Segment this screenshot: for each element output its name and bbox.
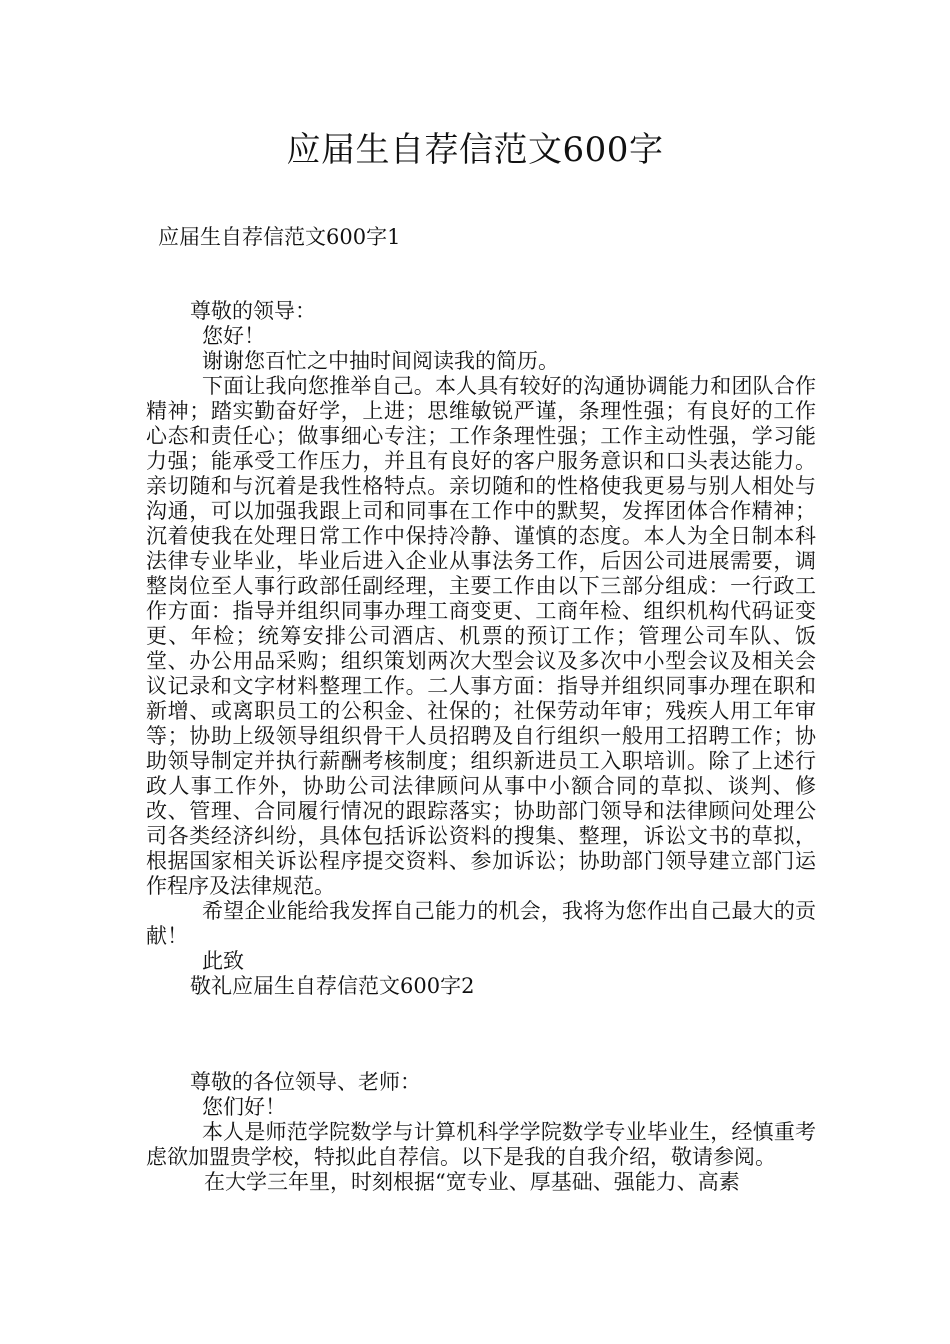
letter-2-salutation: 尊敬的各位领导、老师： [190, 1070, 421, 1094]
letter-2-greeting: 您们好！ [202, 1095, 286, 1119]
document-title: 应届生自荐信范文600字 [286, 130, 664, 170]
letter-1-closing: 此致 [202, 949, 244, 973]
letter-1 [146, 299, 816, 999]
letter-2-body: 在大学三年里，时刻根据“宽专业、厚基础、强能力、高素 [204, 1170, 740, 1194]
letter-1-greeting: 您好！ [202, 324, 265, 348]
letter-2-intro: 本人是师范学院数学与计算机科学学院数学专业毕业生，经慎重考虑欲加盟贵学校，特拟此自荐信。以下是我的自我介绍，敬请参阅。 [146, 1120, 816, 1169]
letter-1-salutation: 尊敬的领导： [190, 299, 316, 323]
section-heading-1: 应届生自荐信范文600字1 [158, 225, 401, 249]
letter-1-regards: 敬礼应届生自荐信范文600字2 [190, 974, 475, 998]
letter-1-thanks: 谢谢您百忙之中抽时间阅读我的简历。 [202, 349, 559, 373]
letter-1-body: 下面让我向您推举自己。本人具有较好的沟通协调能力和团队合作精神；踏实勤奋好学，上进；思维敏锐严谨，条理性强；有良好的工作心态和责任心；做事细心专注；工作条理性强；工作主动性强，学习能力强；能承受工作压力，并且有良好的客户服务意识和口头表达能力。亲切随和与沉着是我性格特点。亲切随和的性格使我更易与别人相处与沟通，可以加强我跟上司和同事在工作中的默契，发挥团体合作精神；沉着使我在处理日常工作中保持冷静、谨慎的态度。本人为全日制本科法律专业毕业，毕业后进入企业从事法务工作，后因公司进展需要，调整岗位至人事行政部任副经理，主要工作由以下三部分组成：一行政工作方面：指导并组织同事办理工商变更、工商年检、组织机构代码证变更、年检；统筹安排公司酒店、机票的预订工作；管理公司车队、饭堂、办公用品采购；组织策划两次大型会议及多次中小型会议及相关会议记录和文字材料整理工作。二人事方面：指导并组织同事办理在职和新增、或离职员工的公积金、社保的；社保劳动年审；残疾人用工年审等；协助上级领导组织骨干人员招聘及自行组织一般用工招聘工作；协助领导制定并执行薪酬考核制度；组织新进员工入职培训。除了上述行政人事工作外，协助公司法律顾问从事中小额合同的草拟、谈判、修改、管理、合同履行情况的跟踪落实；协助部门领导和法律顾问处理公司各类经济纠纷，具体包括诉讼资料的搜集、整理，诉讼文书的草拟，根据国家相关诉讼程序提交资料、参加诉讼；协助部门领导建立部门运作程序及法律规范。 [146, 374, 816, 898]
letter-1-hope: 希望企业能给我发挥自己能力的机会，我将为您作出自己最大的贡献！ [146, 899, 816, 948]
letter-2 [146, 1070, 816, 1195]
